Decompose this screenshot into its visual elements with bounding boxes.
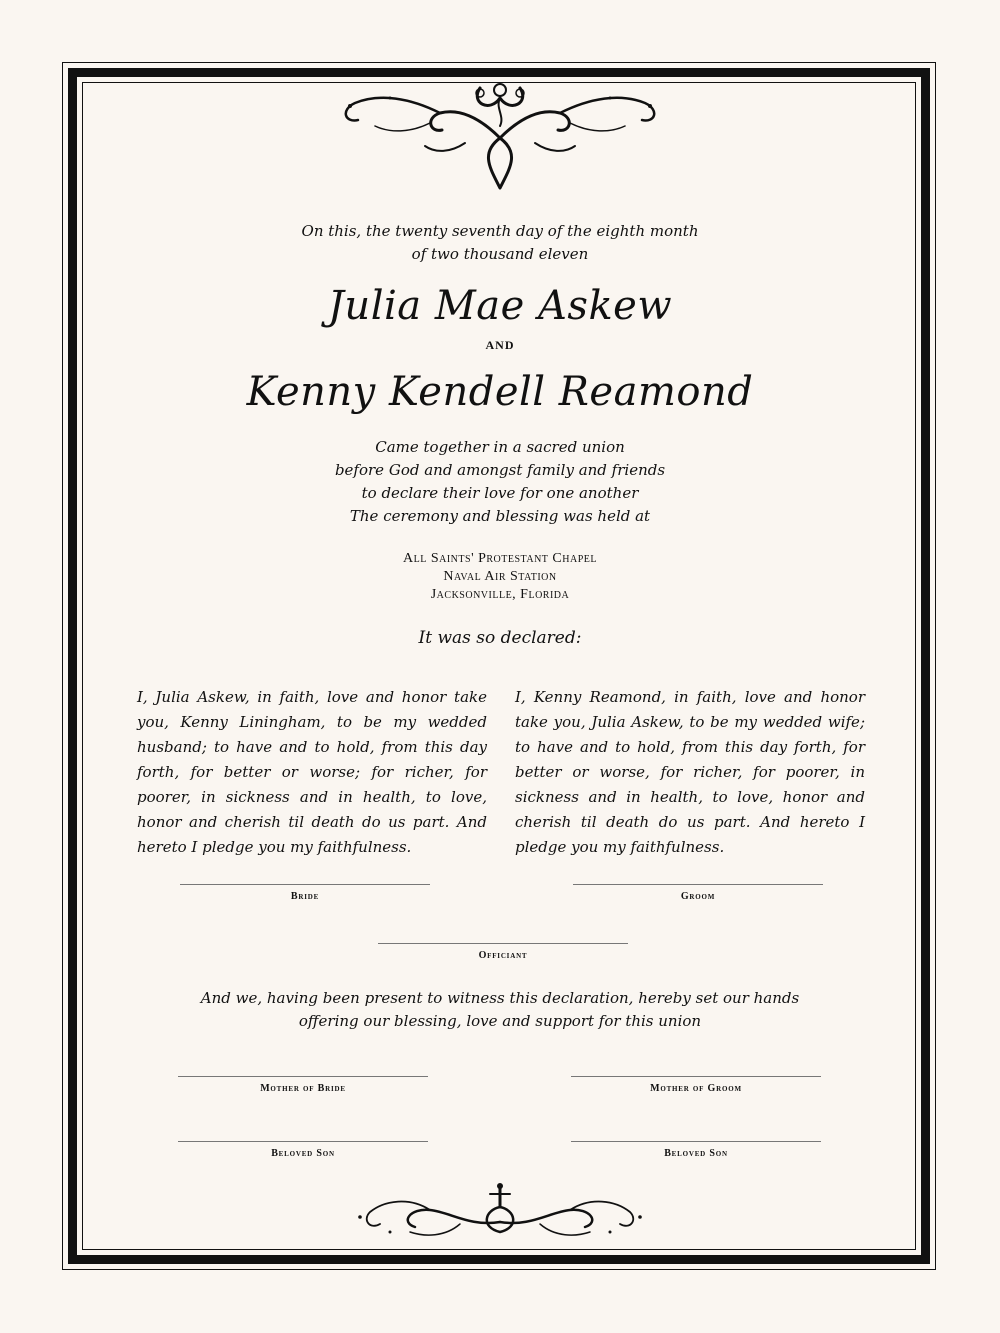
bride-signature <box>180 884 430 902</box>
mother-of-groom-signature <box>571 1076 821 1094</box>
venue-line-2: Naval Air Station <box>443 569 557 584</box>
venue-line-1: All Saints' Protestant Chapel <box>403 551 597 566</box>
witness-statement <box>100 987 900 1033</box>
beloved-son-right-signature <box>571 1141 821 1159</box>
mother-of-bride-label: Mother of Bride <box>260 1083 346 1094</box>
top-flourish-ornament <box>0 78 1000 198</box>
signature-line <box>571 1141 821 1142</box>
and-separator: AND <box>485 338 515 352</box>
venue-block <box>100 550 900 604</box>
signature-line <box>180 884 430 885</box>
signature-line <box>571 1076 821 1077</box>
signature-line <box>573 884 823 885</box>
mother-of-groom-label: Mother of Groom <box>650 1083 742 1094</box>
beloved-son-right-label: Beloved Son <box>664 1148 728 1159</box>
venue-line-3: Jacksonville, Florida <box>430 587 570 602</box>
groom-label: Groom <box>680 891 716 902</box>
signature-line <box>378 943 628 944</box>
mother-of-bride-signature <box>178 1076 428 1094</box>
bride-label: Bride <box>290 891 320 902</box>
officiant-signature <box>378 943 628 961</box>
date-line-2: of two thousand eleven <box>411 245 589 263</box>
groom-name: Kenny Kendell Reamond <box>246 369 754 415</box>
date-statement <box>100 220 900 266</box>
officiant-label: Officiant <box>478 950 528 961</box>
union-line-1: Came together in a sacred union <box>375 438 625 456</box>
union-line-4: The ceremony and blessing was held at <box>349 507 651 525</box>
bride-vow: I, Julia Askew, in faith, love and honor take you, Kenny Liningham, to be my wedded husband; to have and to hold, from this day forth, for better or worse; for richer, for poorer, in sickness and in health, to love, honor and cherish til death do us part. And hereto I pledge you my faithfulness. <box>137 688 487 856</box>
beloved-son-left-label: Beloved Son <box>271 1148 335 1159</box>
bride-name: Julia Mae Askew <box>327 283 673 329</box>
union-line-2: before God and amongst family and friends <box>334 461 666 479</box>
bottom-flourish-ornament <box>0 1182 1000 1242</box>
groom-vow: I, Kenny Reamond, in faith, love and honor take you, Julia Askew, to be my wedded wife; to have and to hold, from this day forth, for better or worse, for richer, for poorer, in sickness and in health, to love, honor and cherish til death do us part. And hereto I pledge you my faithfulness. <box>515 688 865 856</box>
signature-line <box>178 1141 428 1142</box>
beloved-son-left-signature <box>178 1141 428 1159</box>
declared-heading: It was so declared: <box>418 628 582 648</box>
date-line-1: On this, the twenty seventh day of the eighth month <box>301 222 699 240</box>
signature-line <box>178 1076 428 1077</box>
union-statement <box>100 436 900 528</box>
witness-line-2: offering our blessing, love and support for this union <box>298 1012 702 1030</box>
witness-line-1: And we, having been present to witness this declaration, hereby set our hands <box>200 989 800 1007</box>
union-line-3: to declare their love for one another <box>361 484 639 502</box>
groom-signature <box>573 884 823 902</box>
